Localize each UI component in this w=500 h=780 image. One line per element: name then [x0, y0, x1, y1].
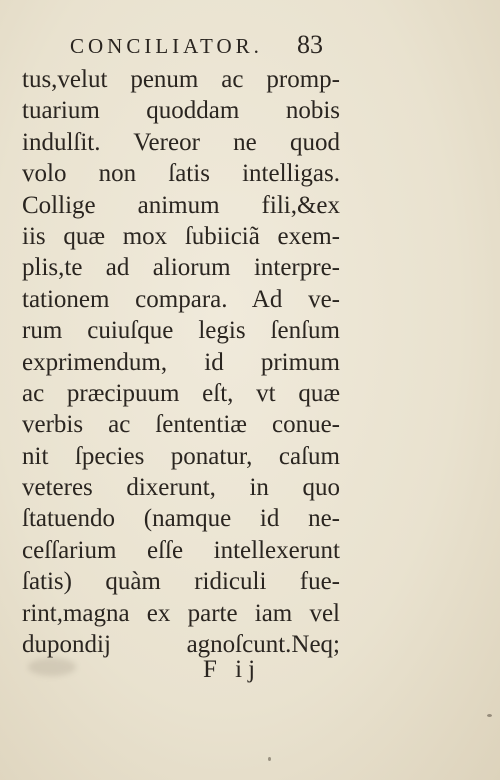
text-line: tus,velut penum ac promp-	[22, 66, 340, 93]
text-line: ſtatuendo (namque id ne-	[22, 505, 340, 533]
text-line: verbis ac ſententiæ conue-	[22, 411, 340, 439]
ink-smudge	[28, 658, 76, 676]
text-line: tuarium quoddam nobis	[22, 97, 340, 125]
text-line: dupondij agnoſcunt.Neq;	[22, 631, 340, 659]
text-line: Collige animum fili,&ex	[22, 191, 340, 219]
text-line: plis,te ad aliorum interpre-	[22, 254, 340, 282]
signature-mark: F ij	[203, 656, 262, 683]
page-number: 83	[297, 30, 323, 59]
body-text	[22, 64, 340, 660]
text-line: volo non ſatis intelligas.	[22, 160, 340, 188]
text-line: indulſit. Vereor ne quod	[22, 128, 340, 156]
text-line: tationem compara. Ad ve-	[22, 285, 340, 313]
text-line: rint,magna ex parte iam vel	[22, 599, 340, 627]
text-line: exprimendum, id primum	[22, 348, 340, 376]
text-line: nit ſpecies ponatur, caſum	[22, 442, 340, 470]
text-line: rum cuiuſque legis ſenſum	[22, 317, 340, 345]
running-head: CONCILIATOR.	[70, 34, 263, 58]
text-line: ceſſarium eſſe intellexerunt	[22, 536, 340, 564]
text-line: veteres dixerunt, in quo	[22, 474, 340, 502]
paper-speck	[268, 757, 271, 761]
paper-speck	[487, 714, 492, 717]
text-line: ſatis) quàm ridiculi fue-	[22, 568, 340, 596]
text-line: ac præcipuum eſt, vt quæ	[22, 379, 340, 407]
text-line: iis quæ mox ſubiiciã exem-	[22, 222, 340, 250]
